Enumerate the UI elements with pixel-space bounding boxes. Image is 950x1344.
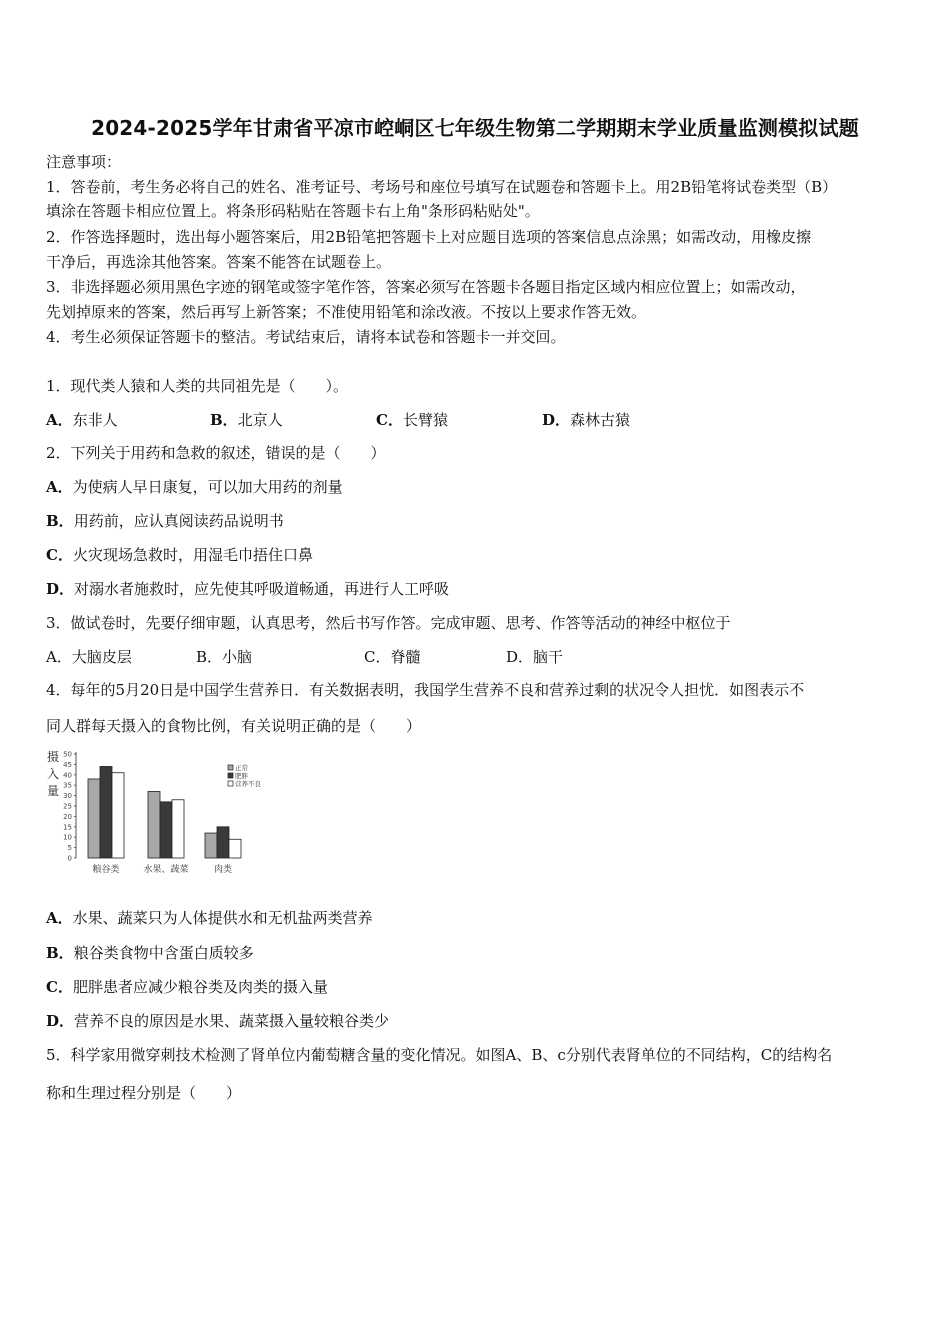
food-intake-bar-chart [44, 744, 264, 878]
option-text: 森林古猿 [570, 411, 631, 429]
legend-label: 营养不良 [235, 780, 261, 788]
option-text: 肥胖患者应减少粮谷类及肉类的摄入量 [72, 978, 328, 996]
question-4-option-d [46, 1011, 389, 1031]
option-label: B． [46, 944, 74, 962]
option-text: 为使病人早日康复，可以加大用药的剂量 [72, 478, 343, 496]
question-2-stem: 2．下列关于用药和急救的叙述，错误的是（ ） [46, 444, 386, 462]
bar-肥胖 [160, 802, 172, 858]
legend-swatch [228, 773, 233, 778]
question-1-option-a [46, 410, 118, 430]
question-3-option-c: C．脊髓 [364, 648, 421, 666]
option-text: 长臂猿 [402, 411, 448, 429]
option-text: 水果、蔬菜只为人体提供水和无机盐两类营养 [72, 909, 373, 927]
y-tick-label: 35 [63, 781, 72, 790]
legend-swatch [228, 765, 233, 770]
x-category-label: 粮谷类 [92, 865, 120, 875]
option-text: 营养不良的原因是水果、蔬菜摄入量较粮谷类少 [74, 1012, 390, 1030]
question-1-stem: 1．现代类人猿和人类的共同祖先是（ ）。 [46, 377, 349, 395]
legend-label: 肥胖 [235, 772, 248, 780]
question-3-stem: 3．做试卷时，先要仔细审题，认真思考，然后书写作答。完成审题、思考、作答等活动的神经中枢位于 [46, 614, 731, 632]
legend-label: 正常 [235, 764, 248, 772]
y-tick-label: 20 [63, 812, 72, 821]
option-text: 粮谷类食物中含蛋白质较多 [73, 944, 254, 962]
y-tick-label: 30 [63, 792, 72, 801]
option-label: A． [46, 411, 73, 429]
y-tick-label: 45 [63, 760, 72, 769]
option-label: D． [46, 580, 75, 598]
question-5-stem: 5．科学家用微穿刺技术检测了肾单位内葡萄糖含量的变化情况。如图A、B、c分别代表肾单位的不同结构，C的结构名 [46, 1046, 833, 1064]
option-label: A． [46, 478, 73, 496]
bar-肥胖 [217, 827, 229, 858]
question-4-stem-continued: 同人群每天摄入的食物比例，有关说明正确的是（ ） [46, 717, 422, 735]
option-label: C． [46, 978, 73, 996]
question-2-option-c [46, 545, 313, 565]
option-label: A． [46, 909, 73, 927]
option-label: C． [376, 411, 403, 429]
notice-line: 2．作答选择题时，选出每小题答案后，用2B铅笔把答题卡上对应题目选项的答案信息点涂黑；如需改动，用橡皮擦 [46, 228, 812, 246]
y-tick-label: 15 [63, 823, 72, 832]
y-tick-label: 50 [63, 750, 72, 759]
option-text: 东非人 [72, 411, 118, 429]
y-tick-label: 40 [63, 771, 72, 780]
y-tick-label: 5 [67, 844, 72, 853]
question-4-option-b [46, 943, 254, 963]
page-title: 2024-2025学年甘肃省平凉市崆峒区七年级生物第二学期期末学业质量监测模拟试题 [91, 116, 859, 140]
question-4-option-c [46, 977, 328, 997]
bar-正常 [148, 791, 160, 858]
question-1-option-c [376, 410, 448, 430]
notice-line: 干净后，再选涂其他答案。答案不能答在试题卷上。 [46, 253, 392, 271]
bar-营养不良 [229, 839, 241, 858]
y-tick-label: 10 [63, 833, 72, 842]
bar-营养不良 [112, 773, 124, 858]
question-1-option-b [210, 410, 283, 430]
y-tick-label: 25 [63, 802, 72, 811]
question-3-option-b: B．小脑 [196, 648, 253, 666]
bar-正常 [88, 779, 100, 858]
option-text: 对溺水者施救时，应先使其呼吸道畅通，再进行人工呼吸 [74, 580, 450, 598]
notice-line: 填涂在答题卡相应位置上。将条形码粘贴在答题卡右上角"条形码粘贴处"。 [46, 202, 540, 220]
option-text: 火灾现场急救时，用湿毛巾捂住口鼻 [72, 546, 313, 564]
option-text: 用药前，应认真阅读药品说明书 [73, 512, 284, 530]
bar-正常 [205, 833, 217, 858]
option-label: B． [46, 512, 74, 530]
option-label: C． [46, 546, 73, 564]
legend-swatch [228, 781, 233, 786]
question-5-stem-continued: 称和生理过程分别是（ ） [46, 1084, 242, 1102]
question-2-option-b [46, 511, 284, 531]
question-3-option-a: A．大脑皮层 [46, 648, 132, 666]
question-3-option-d: D．脑干 [506, 648, 564, 666]
question-4-stem: 4．每年的5月20日是中国学生营养日．有关数据表明，我国学生营养不良和营养过剩的状况令人担忧．如图表示不 [46, 681, 805, 699]
question-4-option-a [46, 908, 373, 928]
x-category-label: 肉类 [213, 865, 233, 875]
y-axis-label: 入 [46, 767, 60, 781]
notice-line: 3．非选择题必须用黑色字迹的钢笔或签字笔作答，答案必须写在答题卡各题目指定区域内相应位置上；如需改动， [46, 278, 806, 296]
notice-line: 先划掉原来的答案，然后再写上新答案；不准使用铅笔和涂改液。不按以上要求作答无效。 [46, 303, 647, 321]
x-category-label: 水果、蔬菜 [143, 865, 189, 875]
question-2-option-a [46, 477, 343, 497]
option-text: 北京人 [237, 411, 283, 429]
bar-营养不良 [172, 800, 184, 858]
bar-肥胖 [100, 766, 112, 858]
notice-heading: 注意事项： [46, 153, 122, 171]
notice-line: 4．考生必须保证答题卡的整洁。考试结束后，请将本试卷和答题卡一并交回。 [46, 328, 566, 346]
y-axis-label: 摄 [46, 750, 60, 764]
option-label: D． [542, 411, 571, 429]
y-tick-label: 0 [67, 854, 72, 863]
y-axis-label: 量 [46, 784, 60, 798]
option-label: B． [210, 411, 238, 429]
question-1-option-d [542, 410, 630, 430]
notice-line: 1．答卷前，考生务必将自己的姓名、准考证号、考场号和座位号填写在试题卷和答题卡上。用2B铅笔将试卷类型（B） [46, 178, 838, 196]
option-label: D． [46, 1012, 75, 1030]
question-2-option-d [46, 579, 449, 599]
